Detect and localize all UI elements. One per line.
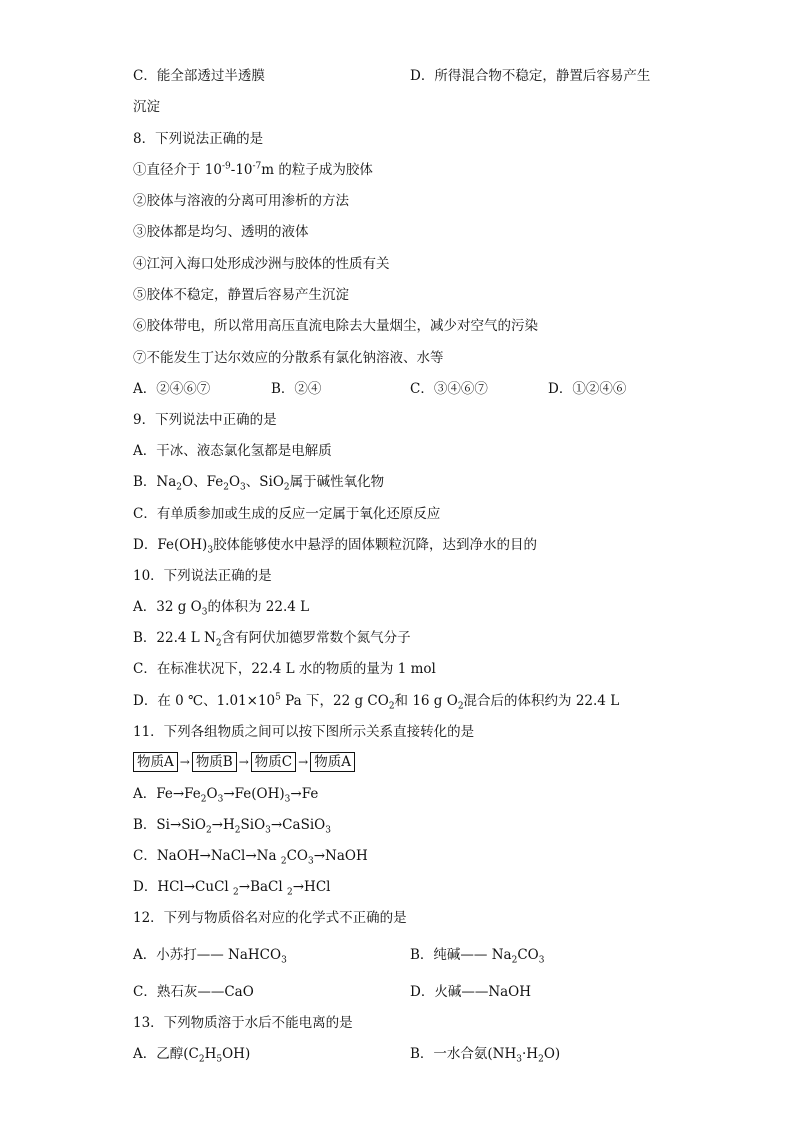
q9-option-b: B．$Na_2O$、$Fe_2O_3$、SiO$_2$属于碱性氧化物: [133, 474, 385, 493]
right-arrow-icon: →: [298, 755, 309, 769]
q13-option-a: A．乙醇$(C_2H_5OH)$: [133, 1046, 251, 1065]
q8-statement-5: ⑤胶体不稳定，静置后容易产生沉淀: [133, 287, 349, 303]
flow-box-a-final: 物质A: [310, 752, 355, 772]
q12-option-b: B．纯碱—— $Na_2CO_3$: [410, 947, 545, 966]
q11-option-d: D．HCl→CuCl $_2$→BaCl $_2$→HCl: [133, 879, 331, 898]
q8-statement-6: ⑥胶体带电，所以常用高压直流电除去大量烟尘，减少对空气的污染: [133, 318, 538, 334]
q10-option-d: D．在 0 ℃、$1.01\times 10^5$ Pa 下，22 g $CO_2$和 16 g $O_2$混合后的体积约为 22.4 L: [133, 692, 620, 712]
q11-option-b: B．$Si\to SiO_2\to H_2SiO_3\to CaSiO_3$: [133, 817, 331, 836]
flow-box-b: 物质B: [192, 752, 237, 772]
q12-option-d: D．火碱——NaOH: [410, 984, 532, 1000]
q8-statement-1: ①直径介于 $10^{-9}-10^{-7}m$ 的粒子成为胶体: [133, 161, 373, 178]
q11-flow-diagram: [133, 752, 355, 772]
q8-option-b: B．②④: [271, 381, 322, 397]
q7-option-d-continued: 沉淀: [133, 99, 160, 115]
q9-option-d: D．$Fe(OH)_3$胶体能够使水中悬浮的固体颗粒沉降，达到净水的目的: [133, 537, 538, 556]
q7-option-d: D．所得混合物不稳定，静置后容易产生: [410, 68, 651, 84]
q8-statement-3: ③胶体都是均匀、透明的液体: [133, 224, 309, 240]
q9-stem: 9．下列说法中正确的是: [133, 412, 277, 428]
q8-statement-7: ⑦不能发生丁达尔效应的分散系有氯化钠溶液、水等: [133, 350, 444, 366]
q10-option-b: B．22.4 L $N_2$含有阿伏加德罗常数个氮气分子: [133, 630, 411, 649]
q12-option-a: A．小苏打—— NaHCO$_3$: [133, 947, 287, 966]
q13-option-b: B．一水合氨$(NH_3\cdot H_2O)$: [410, 1046, 561, 1065]
q8-statement-4: ④江河入海口处形成沙洲与胶体的性质有关: [133, 256, 390, 272]
q10-option-c: C．在标准状况下，22.4 L 水的物质的量为 1 mol: [133, 661, 436, 677]
q11-option-c: C．NaOH→NaCl→Na $_2CO_3\to NaOH$: [133, 848, 368, 867]
q11-stem: 11．下列各组物质之间可以按下图所示关系直接转化的是: [133, 724, 475, 740]
q8-option-d: D．①②④⑥: [548, 381, 627, 397]
right-arrow-icon: →: [238, 755, 249, 769]
q11-option-a: A．$Fe\to Fe_2O_3\to Fe(OH)_3\to Fe$: [133, 786, 319, 805]
q8-option-a: A．②④⑥⑦: [133, 381, 211, 397]
q9-option-a: A．干冰、液态氯化氢都是电解质: [133, 443, 332, 459]
flow-box-a: 物质A: [133, 752, 178, 772]
flow-box-c: 物质C: [251, 752, 296, 772]
q8-statement-2: ②胶体与溶液的分离可用渗析的方法: [133, 193, 349, 209]
right-arrow-icon: →: [179, 755, 190, 769]
q8-option-c: C．③④⑥⑦: [410, 381, 488, 397]
q9-option-c: C．有单质参加或生成的反应一定属于氧化还原反应: [133, 506, 441, 522]
q13-stem: 13．下列物质溶于水后不能电离的是: [133, 1015, 353, 1031]
q12-stem: 12．下列与物质俗名对应的化学式不正确的是: [133, 910, 407, 926]
q12-option-c: C．熟石灰——CaO: [133, 984, 254, 1000]
q8-stem: 8．下列说法正确的是: [133, 131, 264, 147]
q7-option-c: C．能全部透过半透膜: [133, 68, 265, 84]
q10-stem: 10．下列说法正确的是: [133, 568, 272, 584]
q10-option-a: A．32 g $O_3$的体积为 22.4 L: [133, 599, 310, 618]
